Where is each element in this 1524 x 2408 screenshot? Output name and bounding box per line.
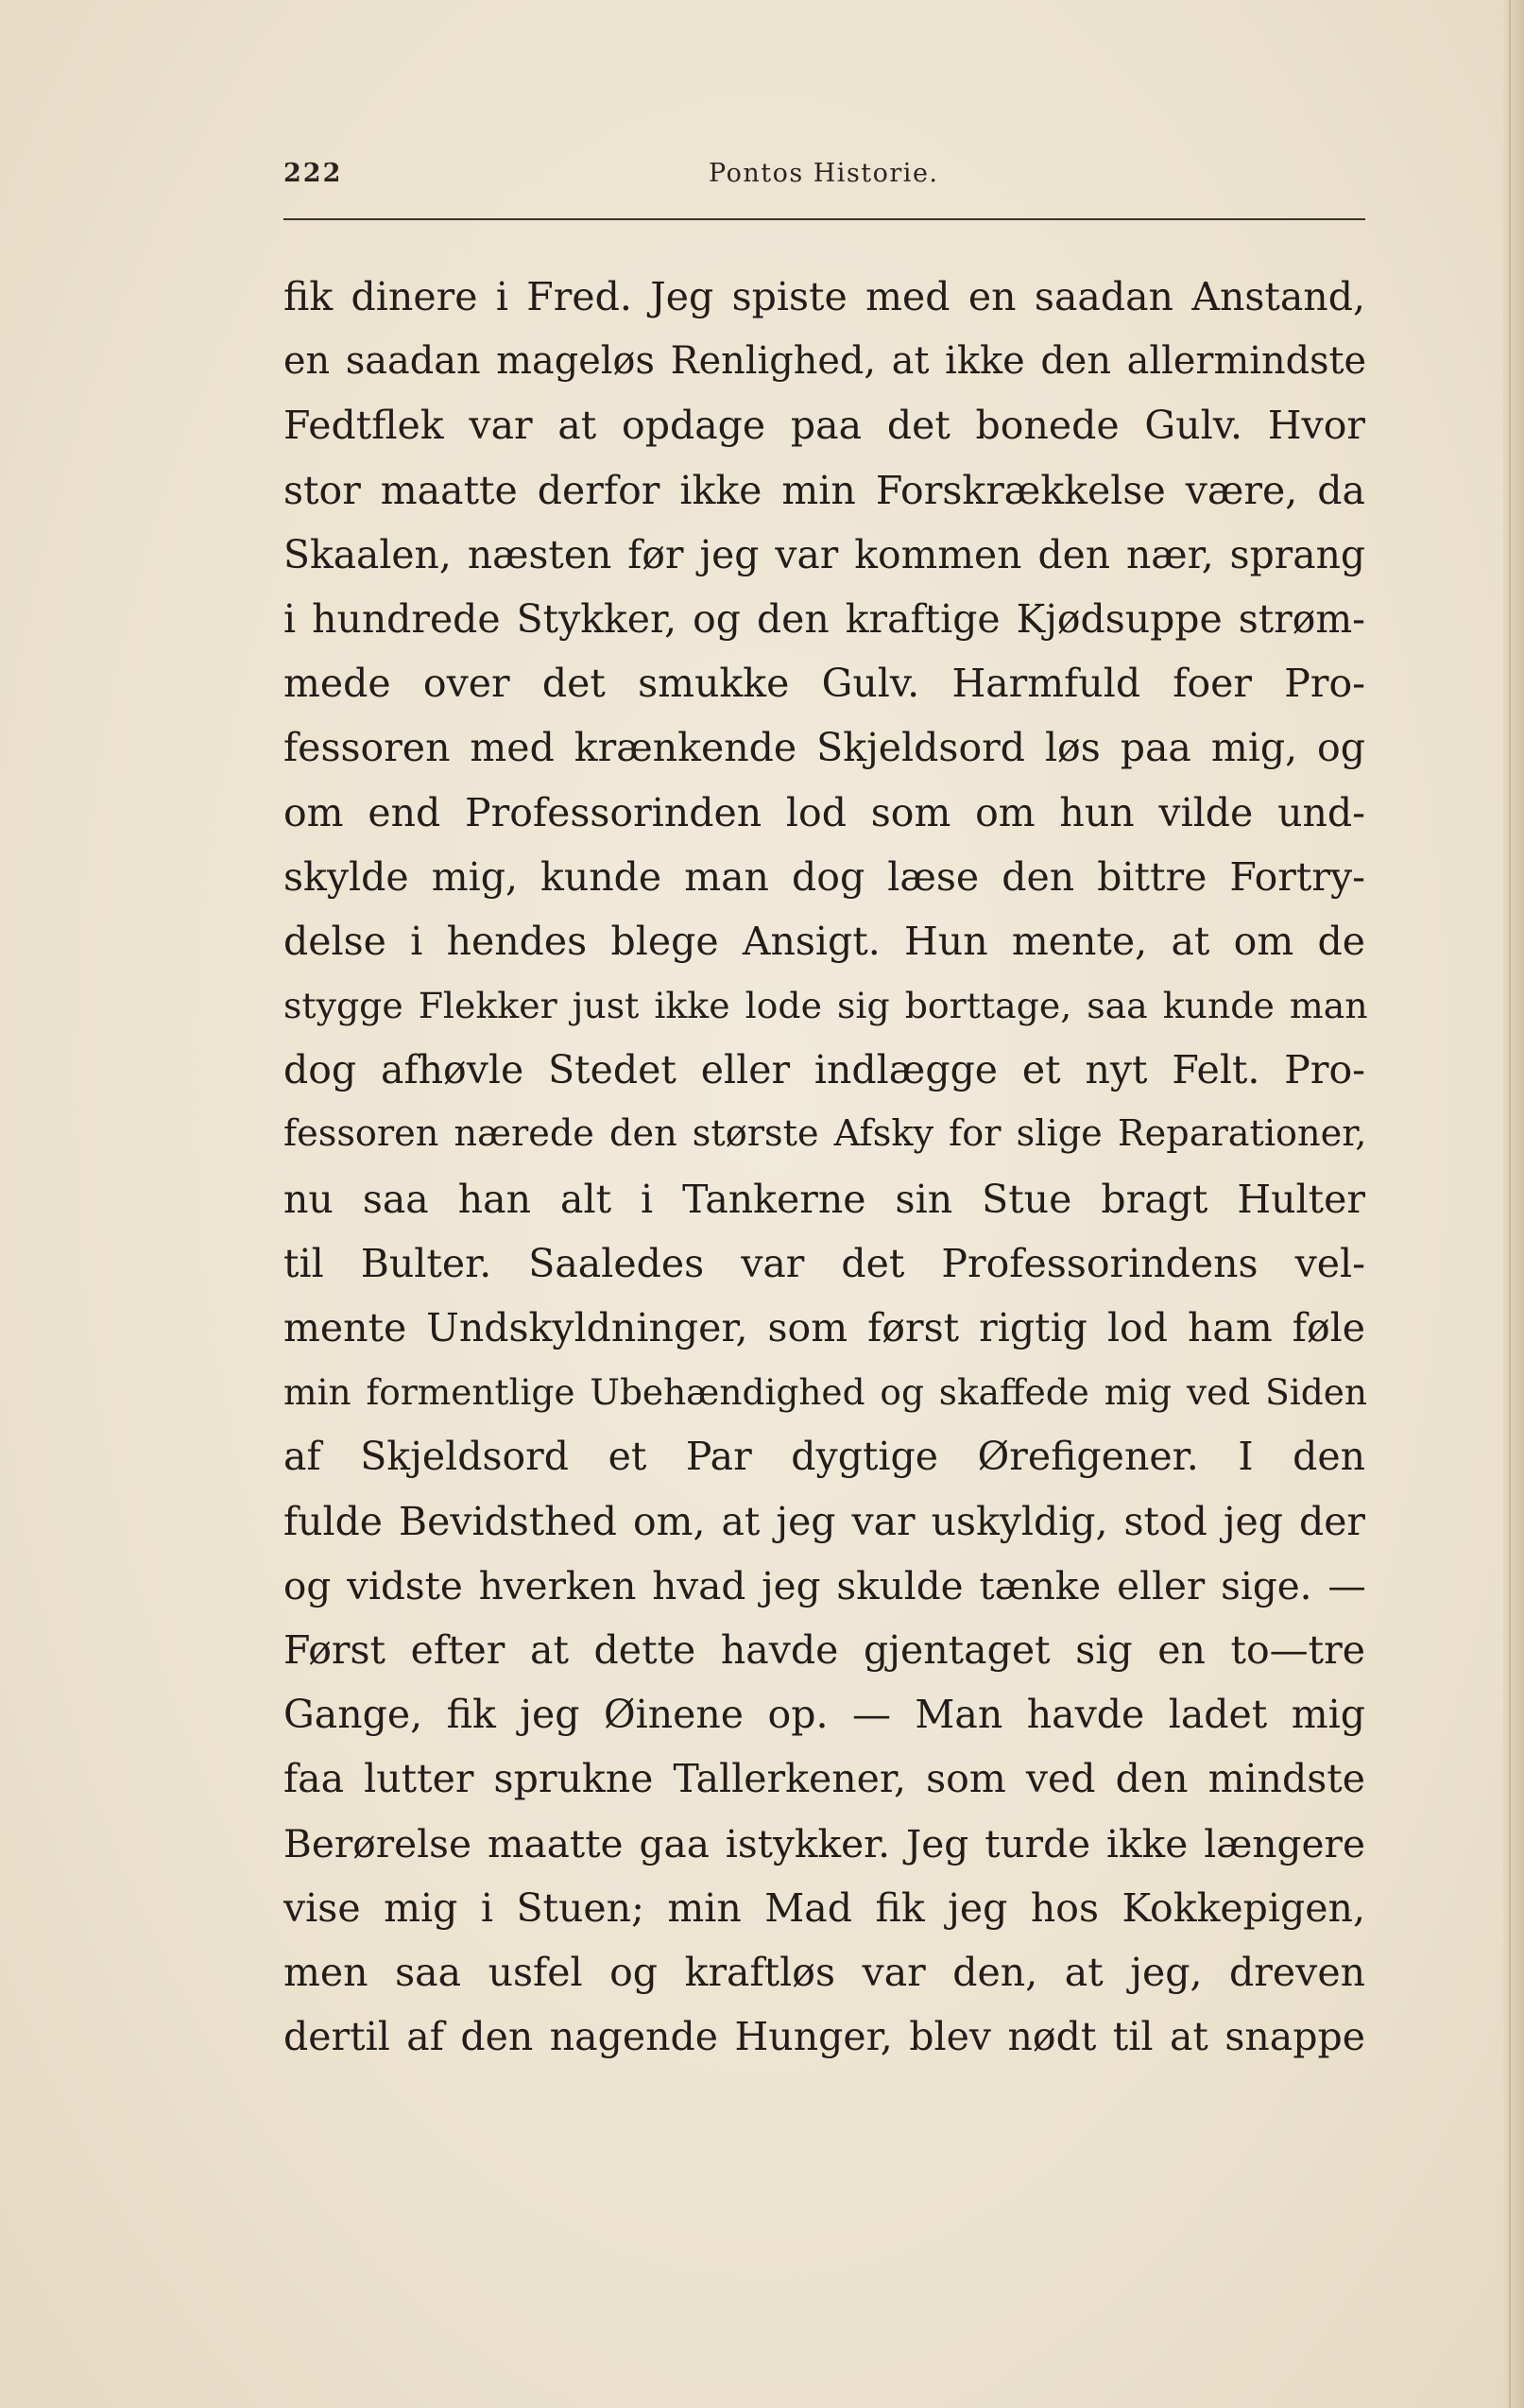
text-line: Skaalen, næsten før jeg var kommen den nær, sprang (283, 531, 1365, 577)
text-line: stor maatte derfor ikke min Forskrækkelse være, da (283, 467, 1365, 513)
text-line: delse i hendes blege Ansigt. Hun mente, at om de (283, 918, 1365, 964)
text-line: dog afhøvle Stedet eller indlægge et nyt Felt. Pro- (283, 1047, 1365, 1093)
text-line: skylde mig, kunde man dog læse den bittre Fortry- (283, 853, 1365, 900)
page-edge (1503, 0, 1524, 2408)
text-line: Først efter at dette havde gjentaget sig en to—tre (283, 1626, 1365, 1673)
text-line: af Skjeldsord et Par dygtige Ørefigener. I den (283, 1434, 1365, 1480)
text-line: en saadan mageløs Renlighed, at ikke den allermindste (283, 339, 1367, 384)
text-line: i hundrede Stykker, og den kraftige Kjødsuppe strøm- (283, 595, 1365, 642)
text-line: og vidste hverken hvad jeg skulde tænke eller sige. — (283, 1562, 1366, 1608)
text-line: nu saa han alt i Tankerne sin Stue bragt Hulter (283, 1176, 1365, 1222)
text-line: om end Professorinden lod som om hun vilde und- (283, 789, 1365, 835)
page-header (283, 159, 1365, 197)
text-line: dertil af den nagende Hunger, blev nødt til at snappe (283, 2014, 1365, 2060)
text-line: stygge Flekker just ikke lode sig borttage, saa kunde man (283, 985, 1368, 1027)
text-line: mente Undskyldninger, som først rigtig lod ham føle (283, 1305, 1365, 1350)
text-line: fessoren nærede den største Afsky for slige Reparationer, (283, 1113, 1367, 1156)
running-title: Pontos Historie. (709, 159, 939, 188)
text-line: til Bulter. Saaledes var det Professorindens vel- (283, 1240, 1365, 1286)
text-line: min formentlige Ubehændighed og skaffede mig ved Siden (283, 1371, 1367, 1414)
text-line: men saa usfel og kraftløs var den, at jeg, dreven (283, 1949, 1365, 1995)
text-line: mede over det smukke Gulv. Harmfuld foer Pro- (283, 661, 1365, 707)
text-line: fulde Bevidsthed om, at jeg var uskyldig, stod jeg der (283, 1498, 1365, 1544)
text-line: vise mig i Stuen; min Mad fik jeg hos Kokkepigen, (283, 1884, 1365, 1931)
text-line: Gange, fik jeg Øinene op. — Man havde ladet mig (283, 1692, 1365, 1738)
text-line: fessoren med krænkende Skjeldsord løs paa mig, og (283, 725, 1365, 771)
header-rule (283, 218, 1365, 220)
text-line: faa lutter sprukne Tallerkener, som ved den mindste (283, 1756, 1365, 1802)
text-line: Berørelse maatte gaa istykker. Jeg turde ikke længere (283, 1820, 1365, 1866)
text-line: fik dinere i Fred. Jeg spiste med en saadan Anstand, (283, 274, 1365, 319)
body-text (283, 265, 1368, 2069)
page-edge-line (1509, 0, 1511, 2408)
text-line: Fedtflek var at opdage paa det bonede Gulv. Hvor (283, 403, 1365, 449)
page-number: 222 (283, 159, 343, 188)
